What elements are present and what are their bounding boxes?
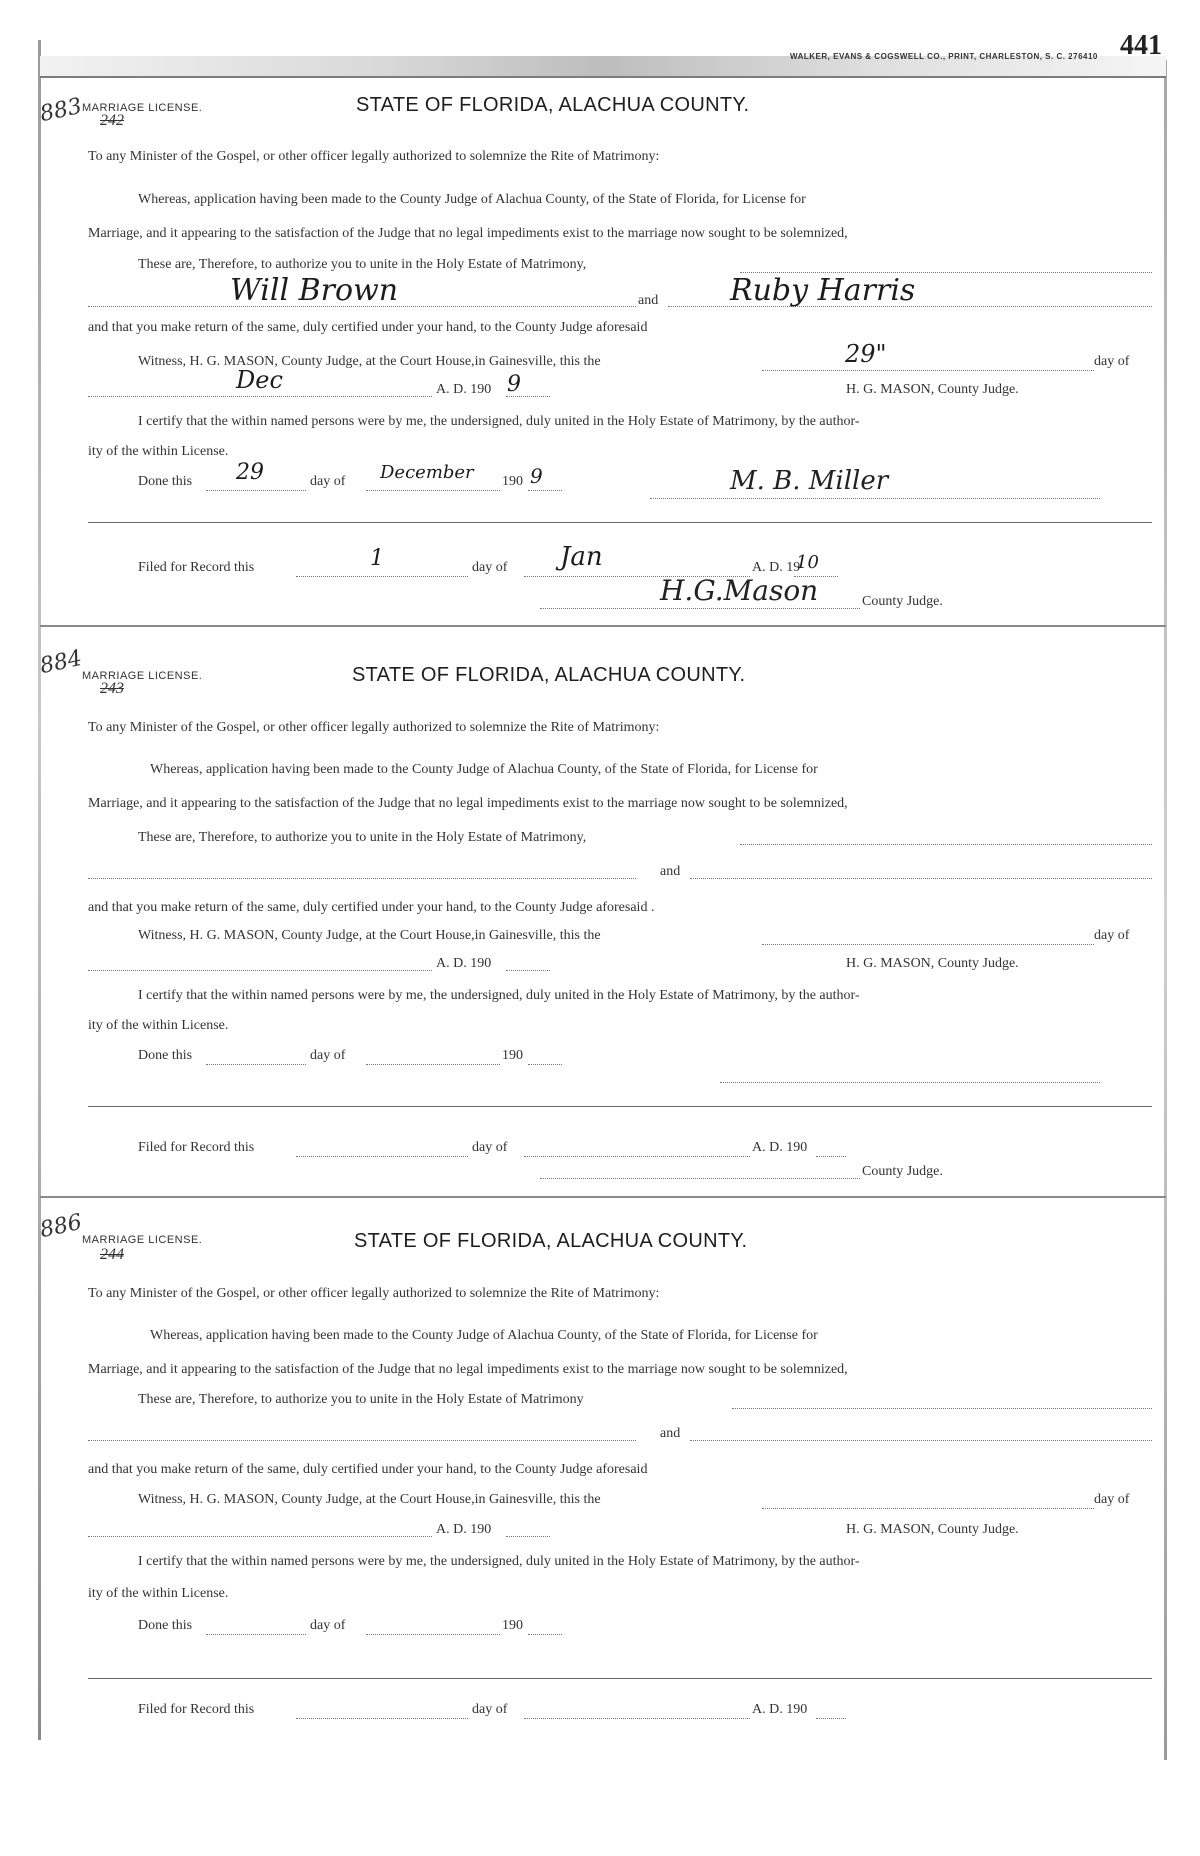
dotted-line [206, 1064, 306, 1065]
day-of-label: day of [1094, 354, 1130, 369]
printer-imprint: WALKER, EVANS & COGSWELL CO., PRINT, CHARLESTON, S. C. 276410 [790, 52, 1098, 61]
dotted-line [366, 490, 500, 491]
witness-line: Witness, H. G. MASON, County Judge, at the Court House,in Gainesville, this the [138, 928, 601, 943]
county-judge-label: County Judge. [862, 1164, 943, 1179]
divider-rule [88, 1106, 1152, 1107]
dotted-line [296, 1718, 468, 1719]
page-number: 441 [1120, 30, 1162, 61]
dotted-line [540, 1178, 860, 1179]
license-label: MARRIAGE LICENSE. [82, 102, 203, 114]
dotted-line [296, 1156, 468, 1157]
section-separator [40, 1196, 1166, 1198]
done-month: December [380, 462, 474, 483]
day-of-label: day of [1094, 928, 1130, 943]
judge-title: H. G. MASON, County Judge. [846, 382, 1019, 397]
witness-line: Witness, H. G. MASON, County Judge, at the Court House,in Gainesville, this the [138, 1492, 601, 1507]
certify-line: I certify that the within named persons were by me, the undersigned, duly united in the Holy Estate of Matrimony, by the author- [138, 988, 860, 1003]
done-year-prefix: 190 [502, 474, 523, 489]
dotted-line [690, 878, 1152, 879]
address-line: To any Minister of the Gospel, or other officer legally authorized to solemnize the Rite of Matrimony: [88, 149, 660, 164]
these-are-line: These are, Therefore, to authorize you to unite in the Holy Estate of Matrimony, [138, 257, 587, 272]
dotted-line [732, 1408, 1152, 1409]
witness-day: 29" [845, 340, 887, 368]
ad-label: A. D. 190 [436, 956, 492, 971]
done-year-prefix: 190 [502, 1048, 523, 1063]
these-are-line: These are, Therefore, to authorize you to unite in the Holy Estate of Matrimony [138, 1392, 584, 1407]
divider-rule [88, 522, 1152, 523]
dotted-line [816, 1718, 846, 1719]
day-of-label: day of [310, 1048, 346, 1063]
section-separator [40, 625, 1166, 627]
struck-license-number: 243 [100, 680, 124, 697]
dotted-line [366, 1634, 500, 1635]
address-line: To any Minister of the Gospel, or other officer legally authorized to solemnize the Rite of Matrimony: [88, 720, 660, 735]
judge-title: H. G. MASON, County Judge. [846, 956, 1019, 971]
filed-label: Filed for Record this [138, 1140, 255, 1155]
filed-ad-label: A. D. 190 [752, 1702, 808, 1717]
dotted-line [88, 1536, 432, 1537]
witness-month: Dec [236, 366, 283, 394]
dotted-line [816, 1156, 846, 1157]
license-record [37, 645, 1166, 1180]
dotted-line [528, 490, 562, 491]
groom-name: Will Brown [230, 273, 399, 308]
handwritten-record-number: 886 [37, 1209, 85, 1244]
dotted-line [762, 944, 1094, 945]
state-title: STATE OF FLORIDA, ALACHUA COUNTY. [352, 664, 746, 686]
certify-continued: ity of the within License. [88, 444, 229, 459]
judge-title: H. G. MASON, County Judge. [846, 1522, 1019, 1537]
handwritten-record-number: 883 [37, 93, 85, 128]
license-record [37, 1209, 1166, 1730]
done-this-label: Done this [138, 474, 193, 489]
dotted-line [88, 396, 432, 397]
certify-line: I certify that the within named persons were by me, the undersigned, duly united in the Holy Estate of Matrimony, by the author- [138, 1554, 860, 1569]
return-line: and that you make return of the same, duly certified under your hand, to the County Judge aforesaid [88, 1462, 648, 1477]
dotted-line [720, 1082, 1100, 1083]
officiant-signature: M. B. Miller [730, 466, 889, 496]
ad-label: A. D. 190 [436, 382, 492, 397]
done-this-label: Done this [138, 1048, 193, 1063]
dotted-line [88, 970, 432, 971]
return-line: and that you make return of the same, duly certified under your hand, to the County Judge aforesaid . [88, 900, 655, 915]
and-label: and [660, 864, 681, 879]
dotted-line [762, 1508, 1094, 1509]
divider-rule [88, 1678, 1152, 1679]
and-label: and [638, 293, 659, 308]
state-title: STATE OF FLORIDA, ALACHUA COUNTY. [356, 94, 750, 116]
dotted-line [506, 970, 550, 971]
filed-label: Filed for Record this [138, 560, 255, 575]
filed-year: 10 [796, 552, 819, 573]
day-of-label: day of [1094, 1492, 1130, 1507]
dotted-line [540, 608, 860, 609]
marriage-line: Marriage, and it appearing to the satisfaction of the Judge that no legal impediments exist to the marriage now sought to be solemnized, [88, 796, 848, 811]
certify-line: I certify that the within named persons were by me, the undersigned, duly united in the Holy Estate of Matrimony, by the author- [138, 414, 860, 429]
filed-ad-label: A. D. 19 [752, 560, 801, 575]
dotted-line [762, 370, 1094, 371]
dotted-line [366, 1064, 500, 1065]
ad-label: A. D. 190 [436, 1522, 492, 1537]
handwritten-record-number: 884 [37, 645, 85, 680]
these-are-line: These are, Therefore, to authorize you to unite in the Holy Estate of Matrimony, [138, 830, 587, 845]
dotted-line [206, 1634, 306, 1635]
filed-day: 1 [370, 546, 384, 571]
struck-license-number: 244 [100, 1246, 124, 1263]
marriage-line: Marriage, and it appearing to the satisfaction of the Judge that no legal impediments exist to the marriage now sought to be solemnized, [88, 1362, 848, 1377]
dotted-line [528, 1064, 562, 1065]
return-line: and that you make return of the same, duly certified under your hand, to the County Judge aforesaid [88, 320, 648, 335]
whereas-line: Whereas, application having been made to the County Judge of Alachua County, of the State of Florida, for License for [150, 1328, 818, 1343]
filed-ad-label: A. D. 190 [752, 1140, 808, 1155]
dotted-line [740, 844, 1152, 845]
license-label: MARRIAGE LICENSE. [82, 670, 203, 682]
filed-month: Jan [560, 542, 603, 572]
dotted-line [506, 396, 550, 397]
day-of-label: day of [310, 1618, 346, 1633]
dotted-line [296, 576, 468, 577]
filed-label: Filed for Record this [138, 1702, 255, 1717]
dotted-line [88, 878, 636, 879]
judge-signature: H.G.Mason [660, 574, 819, 607]
license-label: MARRIAGE LICENSE. [82, 1234, 203, 1246]
day-of-label: day of [310, 474, 346, 489]
whereas-line: Whereas, application having been made to the County Judge of Alachua County, of the State of Florida, for License for [138, 192, 806, 207]
dotted-line [524, 1156, 750, 1157]
state-title: STATE OF FLORIDA, ALACHUA COUNTY. [354, 1230, 748, 1252]
license-record [37, 90, 1166, 620]
and-label: and [660, 1426, 681, 1441]
certify-continued: ity of the within License. [88, 1018, 229, 1033]
dotted-line [524, 1718, 750, 1719]
dotted-line [690, 1440, 1152, 1441]
dotted-line [206, 490, 306, 491]
whereas-line: Whereas, application having been made to the County Judge of Alachua County, of the State of Florida, for License for [150, 762, 818, 777]
dotted-line [506, 1536, 550, 1537]
done-this-label: Done this [138, 1618, 193, 1633]
dotted-line [88, 1440, 636, 1441]
day-of-label: day of [472, 1702, 508, 1717]
day-of-label: day of [472, 560, 508, 575]
county-judge-label: County Judge. [862, 594, 943, 609]
done-year-prefix: 190 [502, 1618, 523, 1633]
done-day: 29 [236, 460, 264, 485]
struck-license-number: 242 [100, 112, 124, 129]
bride-name: Ruby Harris [730, 273, 916, 308]
done-year: 9 [530, 464, 543, 488]
certify-continued: ity of the within License. [88, 1586, 229, 1601]
dotted-line [528, 1634, 562, 1635]
address-line: To any Minister of the Gospel, or other officer legally authorized to solemnize the Rite of Matrimony: [88, 1286, 660, 1301]
witness-year: 9 [507, 372, 521, 397]
day-of-label: day of [472, 1140, 508, 1155]
witness-line: Witness, H. G. MASON, County Judge, at the Court House,in Gainesville, this the [138, 354, 601, 369]
dotted-line [650, 498, 1100, 499]
marriage-line: Marriage, and it appearing to the satisfaction of the Judge that no legal impediments exist to the marriage now sought to be solemnized, [88, 226, 848, 241]
